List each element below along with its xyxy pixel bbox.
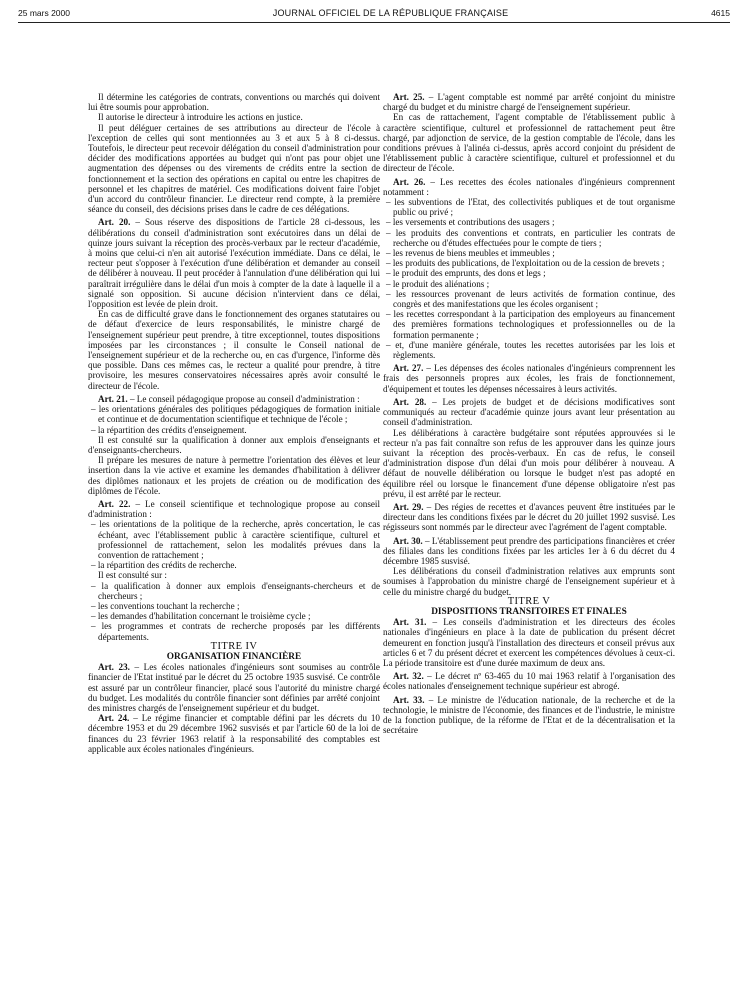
list-item: – les versements et contributions des usagers ; [383,217,675,227]
article-text: – Les conseils d'administration et les directeurs des écoles nationales d'ingénieurs en place à la date de publication du présent décret demeurent en fonction jusqu'à l'installation des directeurs et conseil prévus aux articles 6 et 7 du présent décret et exercent les compétences dévolues à ceux-ci. La période transitoire est d'une durée maximum de deux ans. [383,617,675,668]
article-29 [383,502,675,533]
article-22-list [88,519,380,570]
article-text: – L'établissement peut prendre des participations financières et créer des filiales dans les conditions fixées par les articles 1er à 6 du décret du 4 décembre 1985 susvisé. [383,535,675,566]
paragraph: En cas de rattachement, l'agent comptable de l'établissement public à caractère scientifique, culturel et professionnel de rattachement peut être chargé, par adjonction de service, de la gestion comptable de l'école, dans les conditions prévues à l'alinéa ci-dessus, après accord conjoint du président de l'établissement public à caractère scientifique, culturel et professionnel et du directeur de l'école. [383,112,675,174]
header-page-number: 4615 [711,8,730,18]
section-title-titre-v: TITRE V [507,595,551,607]
list-item: – les programmes et contrats de recherche proposés par les différents départements. [88,621,380,641]
article-text: – Le décret nº 63-465 du 10 mai 1963 relatif à l'organisation des écoles nationales d'enseignement technique supérieur est abrogé. [383,671,675,692]
article-20 [88,217,380,309]
article-26-list [383,197,675,360]
paragraph: Il est consulté sur : [98,570,167,581]
article-31 [383,617,675,668]
list-item: – les demandes d'habilitation concernant le troisième cycle ; [88,611,380,621]
article-text: – L'agent comptable est nommé par arrêté conjoint du ministre chargé du budget et du ministre chargé de l'enseignement supérieur. [383,92,675,113]
header-date: 25 mars 2000 [18,8,70,18]
article-33 [383,695,675,736]
article-label: Art. 26. [393,176,426,187]
list-item: – le produit des emprunts, des dons et legs ; [383,268,675,278]
list-item: – la répartition des crédits d'enseignement. [88,425,380,435]
article-label: Art. 22. [98,498,131,509]
list-item: – la répartition des crédits de recherche. [88,560,380,570]
list-item: – les orientations de la politique de la recherche, après concertation, le cas échéant, avec l'établissement public à caractère scientifique, culturel et professionnel de rattachement, selon les modalités prévues dans la convention de rattachement ; [88,519,380,560]
list-item: – les ressources provenant de leurs activités de formation continue, des congrès et des manifestations que les écoles organisent ; [383,289,675,309]
article-25 [383,92,675,112]
article-text: – Le régime financier et comptable défini par les décrets du 10 décembre 1953 et du 29 décembre 1962 susvisés et par l'article 60 de la loi de finances du 23 février 1963 relatif à la responsabilité des comptables est applicable aux écoles nationales d'ingénieurs. [88,713,380,754]
article-32 [383,671,675,691]
paragraph: En cas de difficulté grave dans le fonctionnement des organes statutaires ou de défaut d'exercice de leurs responsabilités, le ministre chargé de l'enseignement supérieur peut prendre, à titre exceptionnel, toutes dispositions imposées par les circonstances ; il consulte le Conseil national de l'enseignement supérieur et de la recherche ou, en cas d'urgence, l'informe dès que possible. Dans ces mêmes cas, le recteur a qualité pour prendre, à titre provisoire, les mesures conservatoires nécessaires après avoir consulté le directeur de l'école. [88,309,380,391]
article-label: Art. 28. [393,396,427,407]
article-24 [88,713,380,754]
article-label: Art. 32. [393,671,424,682]
article-label: Art. 21. [98,393,128,404]
article-text: – Le ministre de l'éducation nationale, de la recherche et de la technologie, le ministre de l'économie, des finances et de l'industrie, le ministre de la fonction publique, de la réforme de l'Etat et de la décentralisation et la secrétaire [383,694,675,736]
article-text: – Des régies de recettes et d'avances peuvent être instituées par le directeur dans les conditions fixées par le décret du 20 juillet 1992 susvisé. Les régisseurs sont nommés par le directeur avec l'agrément de l'agent comptable. [383,501,675,533]
article-23 [88,662,380,713]
list-item: – la qualification à donner aux emplois d'enseignants-chercheurs et de chercheurs ; [88,581,380,601]
article-21-list [88,404,380,435]
list-item: – le produit des aliénations ; [383,279,675,289]
article-text: – Les dépenses des écoles nationales d'ingénieurs comprennent les frais des personnels propres aux écoles, les frais de fonctionnement, d'équipement et toutes les dépenses nécessaires à leurs activités. [383,363,675,394]
paragraph: Les délibérations du conseil d'administration relatives aux emprunts sont soumises à l'approbation du ministre chargé de l'enseignement supérieur et à celle du ministre chargé du budget. [383,566,675,597]
article-label: Art. 20. [98,217,131,228]
list-item: – les conventions touchant la recherche ; [88,601,380,611]
list-item: – et, d'une manière générale, toutes les recettes autorisées par les lois et règlements. [383,340,675,360]
article-text: – Le conseil pédagogique propose au conseil d'administration : [127,393,360,404]
article-label: Art. 23. [98,662,130,673]
header-title: JOURNAL OFFICIEL DE LA RÉPUBLIQUE FRANÇAISE [272,8,509,18]
section-title-titre-iv: TITRE IV [210,640,258,652]
article-label: Art. 29. [393,501,424,512]
article-text: – Les recettes des écoles nationales d'ingénieurs comprennent notamment : [383,176,675,197]
right-column [383,92,675,735]
article-label: Art. 25. [393,92,425,102]
paragraph: Il prépare les mesures de nature à permettre l'orientation des élèves et leur insertion dans la vie active et examine les demandes d'habilitation à délivrer des diplômes nationaux et les projets de création ou de modification des diplômes de l'école. [88,455,380,496]
article-26 [383,177,675,197]
article-label: Art. 27. [393,363,424,374]
list-item: – les orientations générales des politiques pédagogiques de formation initiale et continue et de documentation scientifique et technique de l'école ; [88,404,380,424]
page-header [18,6,730,20]
paragraph: Il est consulté sur la qualification à donner aux emplois d'enseignants et d'enseignants-chercheurs. [88,434,380,455]
article-label: Art. 31. [393,617,427,628]
list-item: – les subventions de l'Etat, des collectivités publiques et de tout organisme public ou privé ; [383,197,675,217]
paragraph: Il autorise le directeur à introduire les actions en justice. [98,112,303,123]
article-text: – Le conseil scientifique et technologique propose au conseil d'administration : [88,498,380,520]
article-21 [88,394,380,404]
list-item: – les revenus de biens meubles et immeubles ; [383,248,675,258]
list-item: – les recettes correspondant à la participation des employeurs au financement des premières formations technologiques et professionnelles ou de la formation permanente ; [383,309,675,340]
section-subtitle-organisation-financiere: ORGANISATION FINANCIÈRE [166,651,302,662]
article-label: Art. 33. [393,694,425,705]
paragraph: Les délibérations à caractère budgétaire sont réputées approuvées si le recteur n'a pas fait connaître son refus de les approuver dans les quinze jours suivant la réception des procès-verbaux. En cas de refus, le conseil d'administration dispose d'un délai d'un mois pour délibérer à nouveau. A défaut de nouvelle délibération ou lorsque le budget n'est pas adopté en équilibre réel ou lorsque le financement d'une dépense obligatoire n'est pas prévu, il est arrêté par le recteur. [383,427,675,499]
article-text: – Les projets de budget et de décisions modificatives sont communiqués au recteur d'académie quinze jours avant leur présentation au conseil d'administration. [383,396,675,428]
paragraph: Il détermine les catégories de contrats, conventions ou marchés qui doivent lui être soumis pour approbation. [88,92,380,113]
article-22 [88,499,380,519]
article-30 [383,536,675,567]
section-subtitle-dispositions: DISPOSITIONS TRANSITOIRES ET FINALES [431,606,627,617]
article-27 [383,363,675,394]
article-text: – Les écoles nationales d'ingénieurs sont soumises au contrôle financier de l'Etat institué par le décret du 25 octobre 1935 susvisé. Ce contrôle est assuré par un contrôleur financier, placé sous l'autorité du ministre chargé du budget. Les modalités du contrôle financier sont définies par arrêté conjoint des ministres chargés de l'enseignement supérieur et du budget. [88,662,380,713]
article-22-consult-list [88,581,380,642]
left-column [88,92,380,754]
article-label: Art. 24. [98,713,130,724]
list-item: – les produits des publications, de l'exploitation ou de la cession de brevets ; [383,258,675,268]
header-rule [18,22,730,23]
paragraph: Il peut déléguer certaines de ses attributions au directeur de l'école à l'exception de celles qui sont mentionnées au 3 et aux 5 à 8 ci-dessus. Toutefois, le directeur peut recevoir délégation du conseil d'administration pour décider des modifications apportées au budget qui n'ont pas pour objet une augmentation des dépenses ou des virements de crédits entre la section de fonctionnement et la section des opérations en capital ou entre les chapitres de personnel et les chapitres de matériel. Ces modifications doivent faire l'objet d'un accord du contrôleur financier. Le directeur rend compte, à la première séance du conseil, des décisions prises dans le cadre de ces délégations. [88,122,380,215]
article-text: – Sous réserve des dispositions de l'article 28 ci-dessous, les délibérations du conseil d'administration sont exécutoires dans un délai de quinze jours suivant la réception des procès-verbaux par le recteur d'académie, à moins que celui-ci n'en ait autorisé l'exécution immédiate. Dans ce délai, le recteur peut s'opposer à l'exécution d'une délibération et demander au conseil de délibérer à nouveau. Il peut procéder à l'annulation d'une délibération qui lui paraîtrait irrégulière dans le délai d'un mois à compter de la date à laquelle il a signalé son opposition. Si aucune décision n'intervient dans ce délai, l'opposition est levée de plein droit. [88,217,380,310]
article-label: Art. 30. [393,535,423,546]
article-28 [383,397,675,428]
list-item: – les produits des conventions et contrats, en particulier les contrats de recherche ou d'études effectuées pour le compte de tiers ; [383,228,675,248]
